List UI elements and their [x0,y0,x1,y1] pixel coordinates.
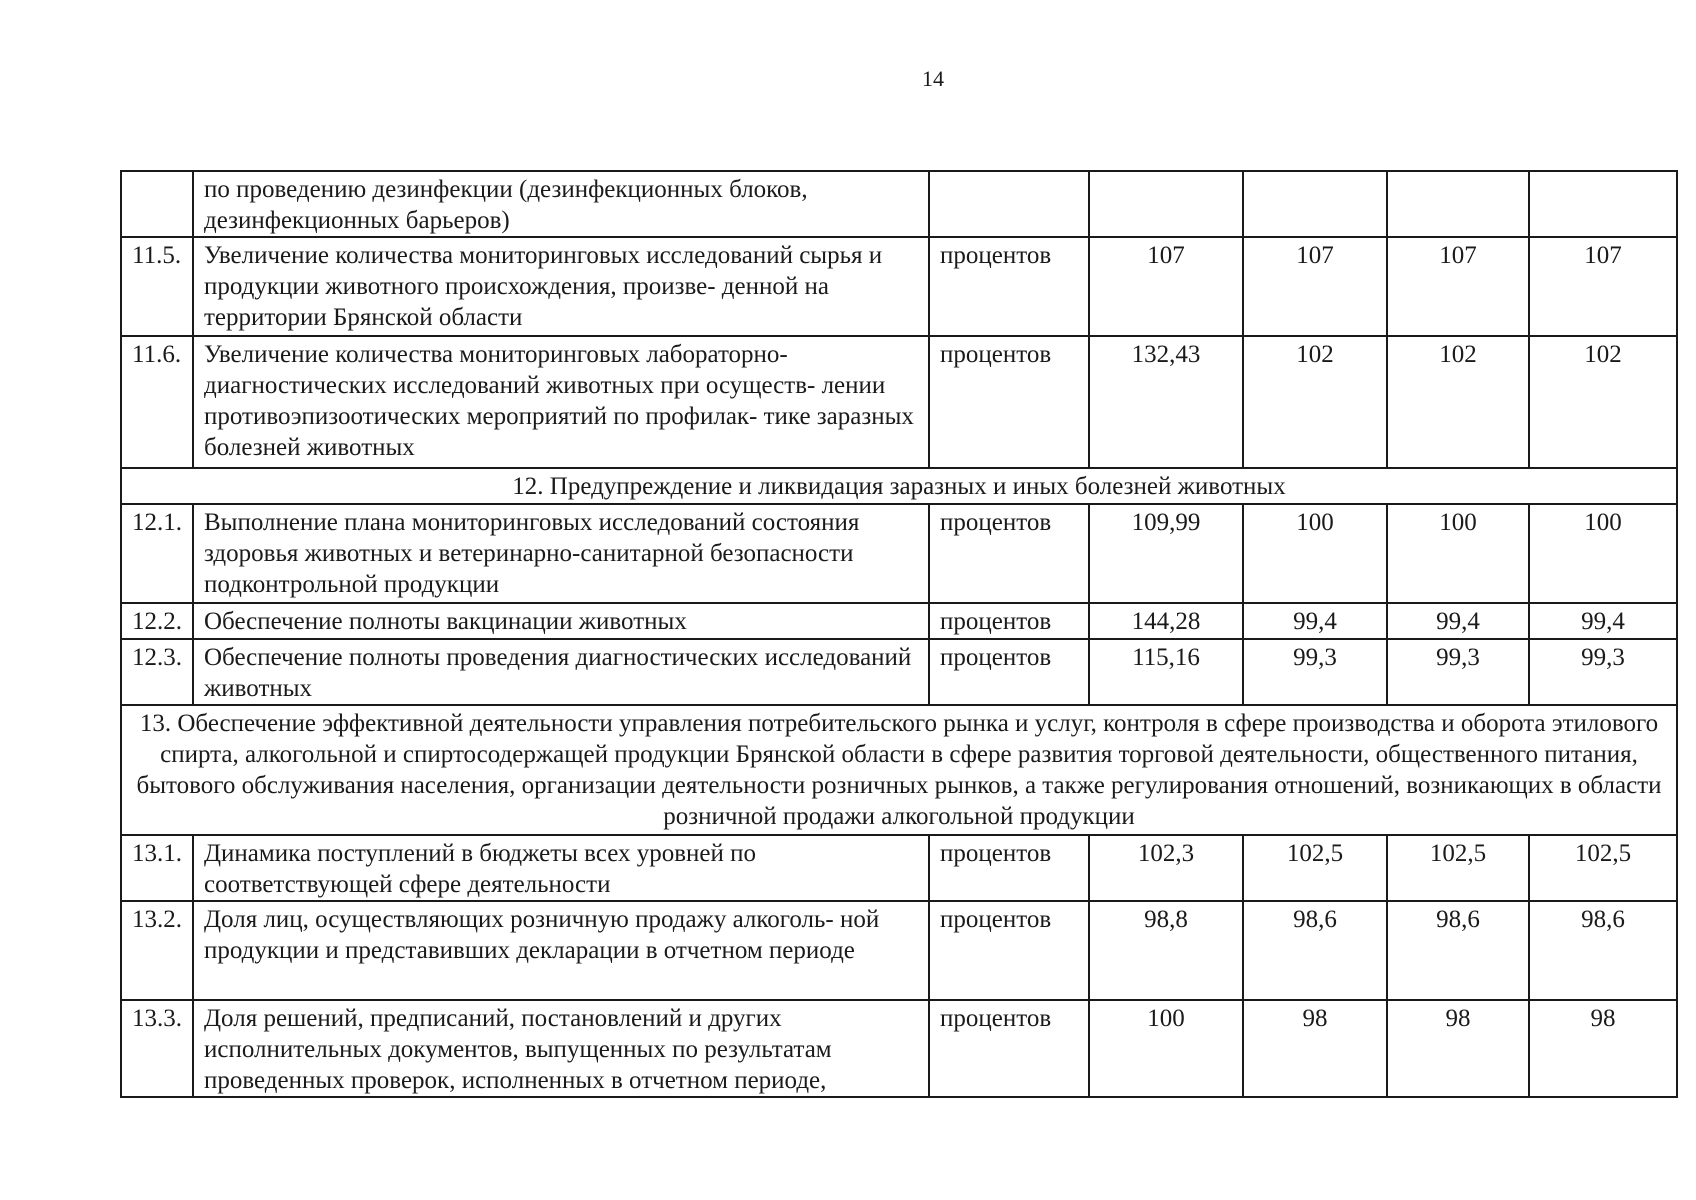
unit-cell: процентов [929,835,1089,901]
row-number: 13.3. [121,1000,193,1097]
row-number: 13.2. [121,901,193,1000]
value-cell: 98,6 [1243,901,1387,1000]
value-cell: 100 [1529,504,1677,603]
unit-cell: процентов [929,504,1089,603]
table-row [121,835,1677,901]
table-row [121,336,1677,468]
row-number [121,171,193,237]
value-cell: 99,4 [1387,603,1529,639]
value-cell: 102 [1243,336,1387,468]
table-row [121,504,1677,603]
value-cell: 100 [1089,1000,1243,1097]
value-cell: 98,8 [1089,901,1243,1000]
value-cell [1529,171,1677,237]
page-number: 14 [922,66,944,91]
value-cell: 102 [1387,336,1529,468]
indicator-text: Доля лиц, осуществляющих розничную продажу алкоголь- ной продукции и представивших декларации в отчетном периоде [193,901,929,1000]
row-number: 11.5. [121,237,193,336]
unit-cell: процентов [929,639,1089,705]
value-cell: 98 [1243,1000,1387,1097]
value-cell: 98,6 [1529,901,1677,1000]
row-number: 12.1. [121,504,193,603]
indicator-text: Выполнение плана мониторинговых исследований состояния здоровья животных и ветеринарно-санитарной безопасности подконтрольной продукции [193,504,929,603]
value-cell: 107 [1089,237,1243,336]
value-cell: 107 [1387,237,1529,336]
table-row [121,1000,1677,1097]
table-row [121,237,1677,336]
value-cell: 107 [1243,237,1387,336]
value-cell [1089,171,1243,237]
value-cell: 99,3 [1529,639,1677,705]
row-number: 11.6. [121,336,193,468]
value-cell: 109,99 [1089,504,1243,603]
indicator-text: Увеличение количества мониторинговых исследований сырья и продукции животного происхождения, произве- денной на территории Брянской области [193,237,929,336]
value-cell: 99,4 [1243,603,1387,639]
section-row [121,468,1677,504]
value-cell: 100 [1243,504,1387,603]
value-cell: 98,6 [1387,901,1529,1000]
indicators-table [120,170,1678,1098]
table-row [121,171,1677,237]
table-row [121,901,1677,1000]
value-cell: 100 [1387,504,1529,603]
section-row [121,705,1677,835]
unit-cell [929,171,1089,237]
value-cell: 102,3 [1089,835,1243,901]
section-heading: 12. Предупреждение и ликвидация заразных и иных болезней животных [121,468,1677,504]
unit-cell: процентов [929,237,1089,336]
value-cell [1243,171,1387,237]
value-cell [1387,171,1529,237]
value-cell: 99,3 [1387,639,1529,705]
indicator-text: Обеспечение полноты вакцинации животных [193,603,929,639]
value-cell: 102 [1529,336,1677,468]
indicator-text: по проведению дезинфекции (дезинфекционных блоков, дезинфекционных барьеров) [193,171,929,237]
value-cell: 102,5 [1529,835,1677,901]
row-number: 12.3. [121,639,193,705]
value-cell: 98 [1529,1000,1677,1097]
value-cell: 115,16 [1089,639,1243,705]
value-cell: 98 [1387,1000,1529,1097]
value-cell: 99,4 [1529,603,1677,639]
table-row [121,603,1677,639]
unit-cell: процентов [929,603,1089,639]
unit-cell: процентов [929,1000,1089,1097]
indicator-text: Динамика поступлений в бюджеты всех уровней по соответствующей сфере деятельности [193,835,929,901]
indicator-text: Увеличение количества мониторинговых лабораторно- диагностических исследований животных при осуществ- лении противоэпизоотических мероприятий по профилак- тике заразных болезней животных [193,336,929,468]
value-cell: 102,5 [1387,835,1529,901]
row-number: 13.1. [121,835,193,901]
value-cell: 144,28 [1089,603,1243,639]
section-heading: 13. Обеспечение эффективной деятельности управления потребительского рынка и услуг, контроля в сфере производства и оборота этилового спирта, алкогольной и спиртосодержащей продукции Брянской области в сфере развития торговой деятельности, общественного питания, бытового обслуживания населения, организации деятельности розничных рынков, а также регулирования отношений, возникающих в области розничной продажи алкогольной продукции [121,705,1677,835]
unit-cell: процентов [929,336,1089,468]
value-cell: 99,3 [1243,639,1387,705]
unit-cell: процентов [929,901,1089,1000]
value-cell: 107 [1529,237,1677,336]
table-row [121,639,1677,705]
indicator-text: Доля решений, предписаний, постановлений и других исполнительных документов, выпущенных по результатам проведенных проверок, исполненных в отчетном периоде, [193,1000,929,1097]
indicator-text: Обеспечение полноты проведения диагностических исследований животных [193,639,929,705]
value-cell: 132,43 [1089,336,1243,468]
value-cell: 102,5 [1243,835,1387,901]
row-number: 12.2. [121,603,193,639]
